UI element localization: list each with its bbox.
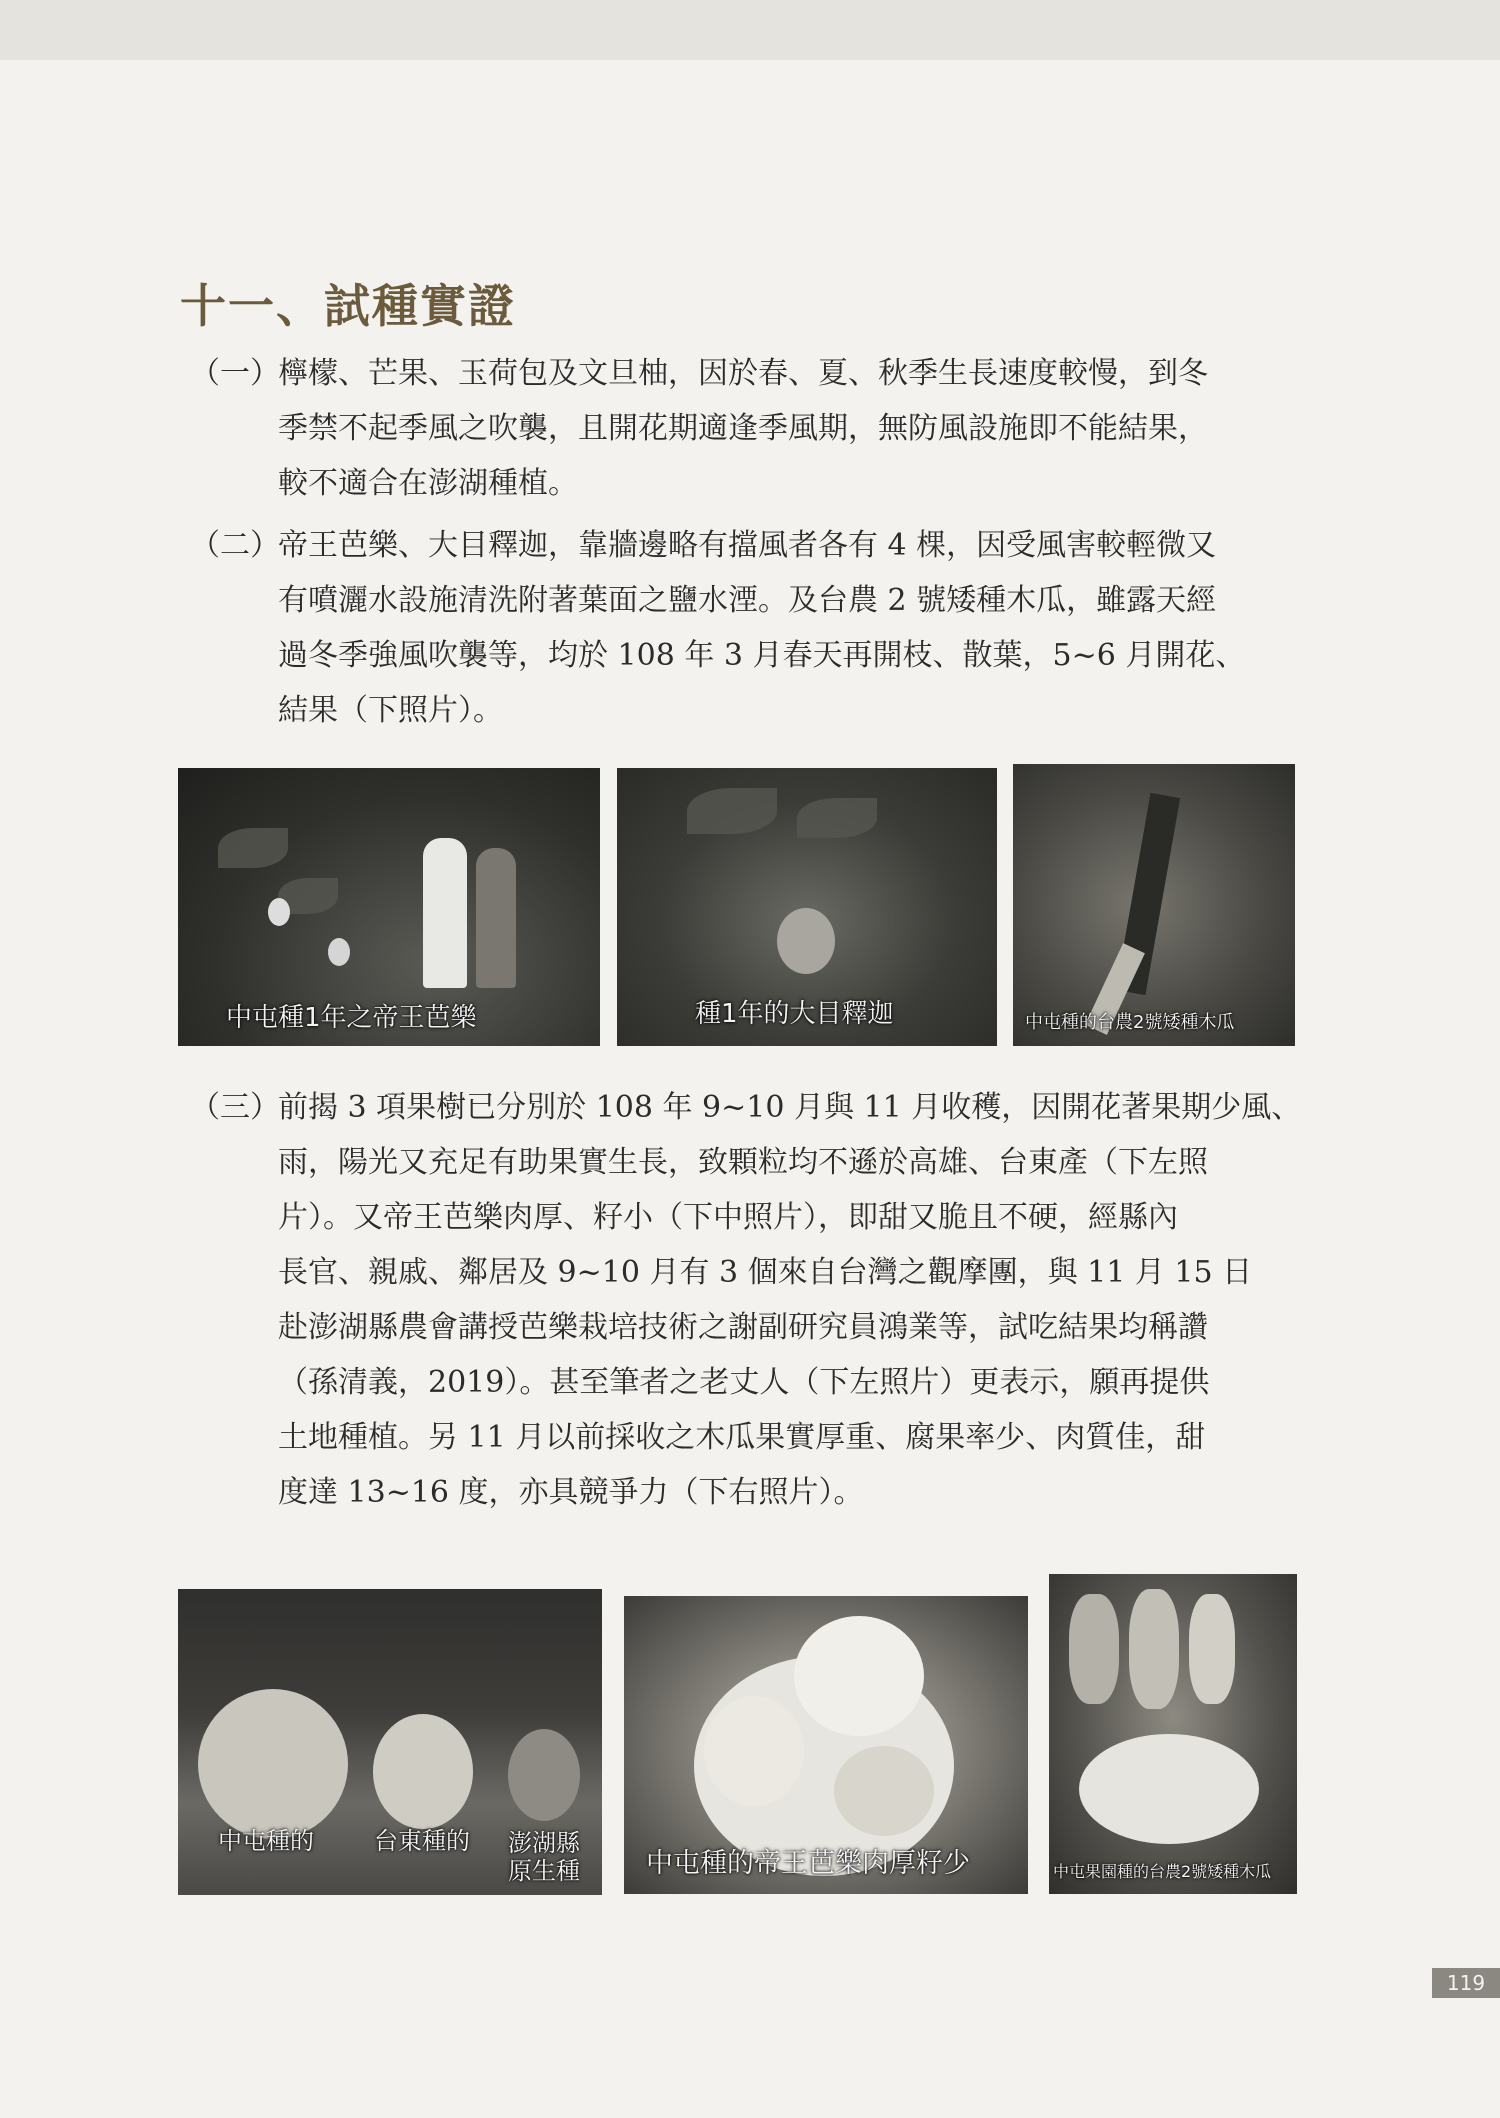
paragraph-line: 前揭 3 項果樹已分別於 108 年 9~10 月與 11 月收穫，因開花著果期少風、 bbox=[278, 1090, 1302, 1125]
photo-caption: 中屯種的帝王芭樂肉厚籽少 bbox=[646, 1848, 970, 1879]
photo-papaya-tree bbox=[1013, 764, 1295, 1046]
photo-caption: 中屯種的 bbox=[218, 1827, 314, 1855]
photo-caption: 中屯果園種的台農2號矮種木瓜 bbox=[1053, 1862, 1272, 1881]
paragraph-line: 有噴灑水設施清洗附著葉面之鹽水湮。及台農 2 號矮種木瓜，雖露天經 bbox=[278, 583, 1217, 618]
paragraph-line: 長官、親戚、鄰居及 9~10 月有 3 個來自台灣之觀摩團，與 11 月 15 日 bbox=[278, 1255, 1253, 1290]
paragraph-line: 結果（下照片）。 bbox=[278, 693, 503, 728]
paragraph-line: 赴澎湖縣農會講授芭樂栽培技術之謝副研究員鴻業等，試吃結果均稱讚 bbox=[278, 1310, 1208, 1345]
paragraph-marker: （三） bbox=[190, 1090, 280, 1125]
paragraph-3 bbox=[190, 1080, 1300, 1520]
paragraph-line: 較不適合在澎湖種植。 bbox=[278, 466, 578, 501]
photo-caption: 種1年的大目釋迦 bbox=[695, 999, 894, 1029]
paragraph-line: 雨，陽光又充足有助果實生長，致顆粒均不遜於高雄、台東產（下左照 bbox=[278, 1145, 1208, 1180]
photo-caption: 中屯種的台農2號矮種木瓜 bbox=[1025, 1012, 1235, 1033]
paragraph-line: 土地種植。另 11 月以前採收之木瓜果實厚重、腐果率少、肉質佳，甜 bbox=[278, 1420, 1206, 1455]
paragraph-line: 季禁不起季風之吹襲，且開花期適逢季風期，無防風設施即不能結果， bbox=[278, 411, 1208, 446]
paragraph-line: 過冬季強風吹襲等，均於 108 年 3 月春天再開枝、散葉，5~6 月開花、 bbox=[278, 638, 1246, 673]
photo-caption: 澎湖縣 原生種 bbox=[508, 1829, 580, 1885]
page-number: 119 bbox=[1432, 1968, 1500, 1998]
paragraph-line: 檸檬、芒果、玉荷包及文旦柚，因於春、夏、秋季生長速度較慢，到冬 bbox=[278, 356, 1208, 391]
paragraph-line: 片）。又帝王芭樂肉厚、籽小（下中照片），即甜又脆且不硬，經縣內 bbox=[278, 1200, 1178, 1235]
photo-papaya-fruit bbox=[1049, 1574, 1297, 1894]
paragraph-1 bbox=[190, 346, 1300, 511]
photo-guava-cut bbox=[624, 1596, 1028, 1894]
page-top-band bbox=[0, 0, 1500, 60]
paragraph-2 bbox=[190, 518, 1300, 738]
paragraph-marker: （二） bbox=[190, 528, 280, 563]
section-title: 十一、試種實證 bbox=[180, 279, 516, 333]
paragraph-line: 度達 13~16 度，亦具競爭力（下右照片）。 bbox=[278, 1475, 864, 1510]
paragraph-line: 帝王芭樂、大目釋迦，靠牆邊略有擋風者各有 4 棵，因受風害較輕微又 bbox=[278, 528, 1217, 563]
photo-sugar-apple-comparison bbox=[178, 1589, 602, 1895]
photo-caption: 中屯種1年之帝王芭樂 bbox=[226, 1003, 477, 1033]
photo-sugar-apple bbox=[617, 768, 997, 1046]
paragraph-marker: （一） bbox=[190, 356, 280, 391]
paragraph-line: （孫清義，2019）。甚至筆者之老丈人（下左照片）更表示，願再提供 bbox=[278, 1365, 1210, 1400]
photo-caption: 台東種的 bbox=[374, 1827, 470, 1855]
photo-guava-tree bbox=[178, 768, 600, 1046]
